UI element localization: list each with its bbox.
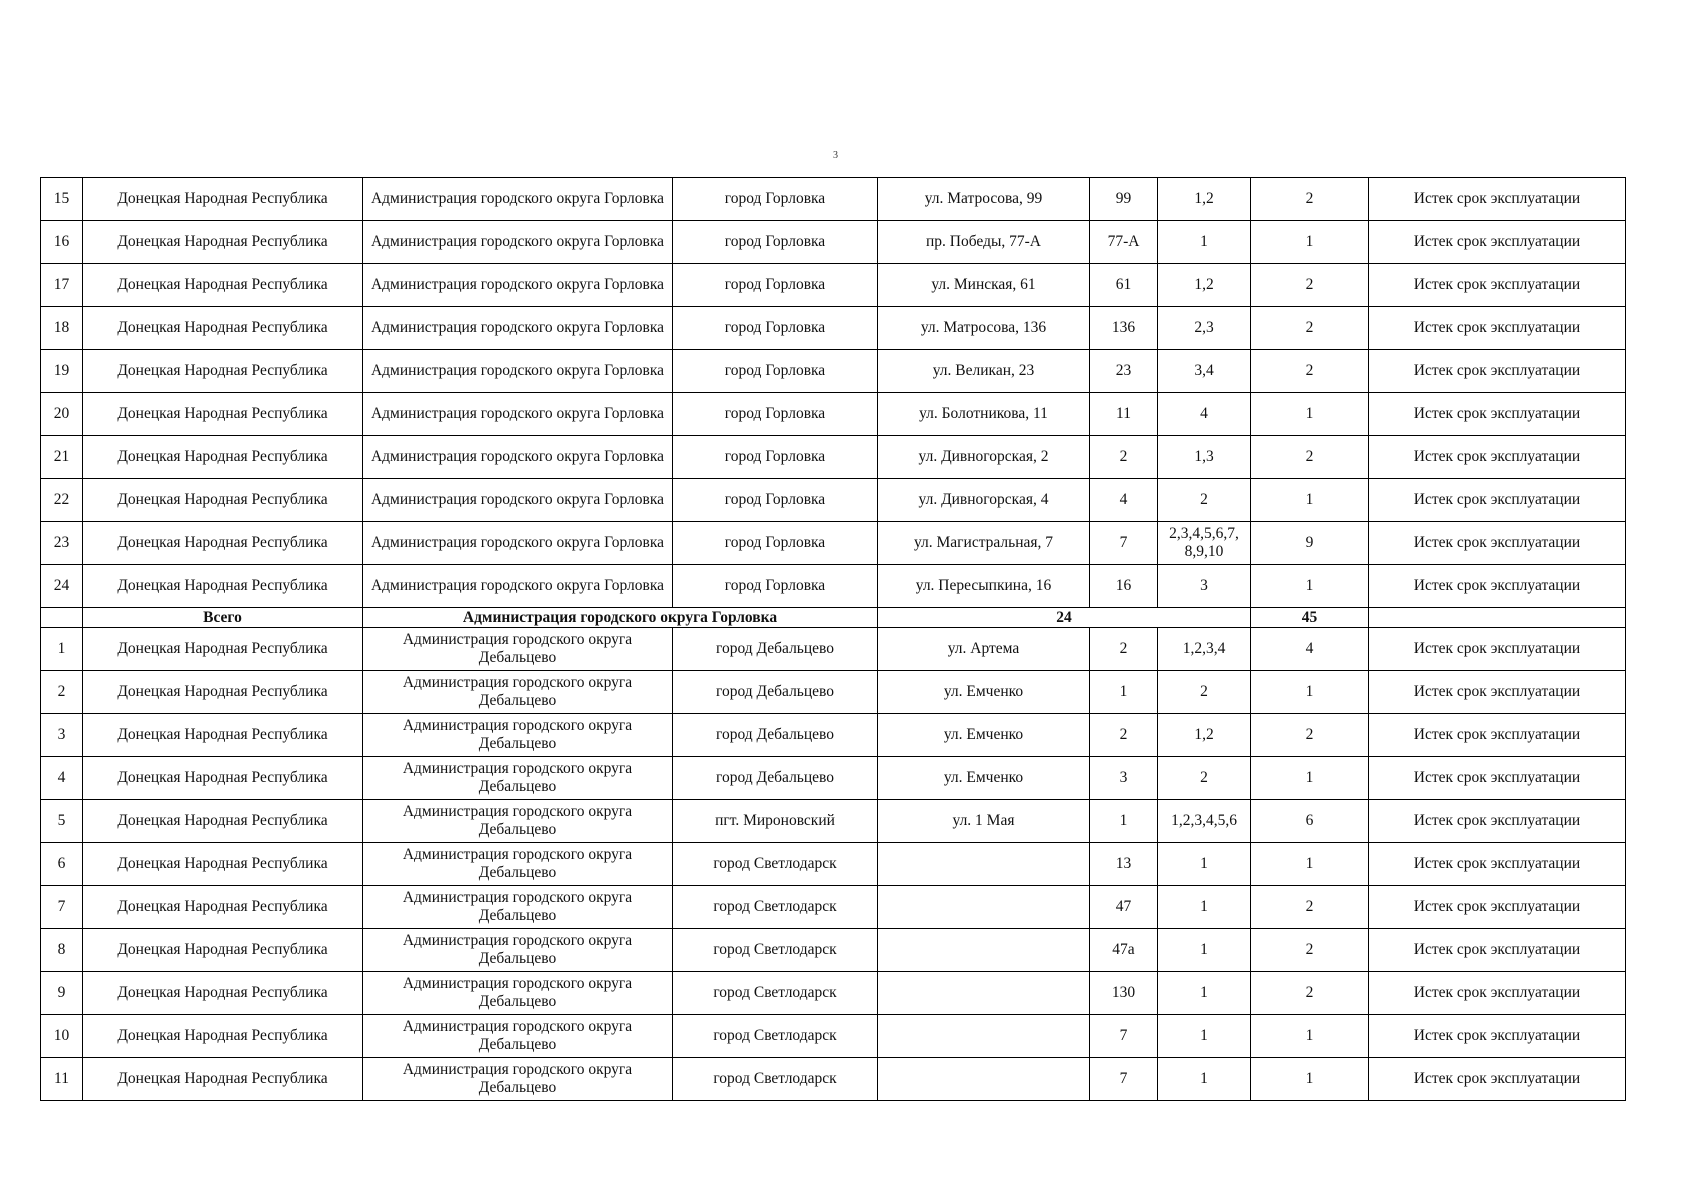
administration-cell: Администрация городского округа Горловка — [363, 393, 673, 436]
row-number-cell: 16 — [41, 221, 83, 264]
house-number-cell: 1 — [1090, 800, 1158, 843]
row-number-cell: 5 — [41, 800, 83, 843]
entrances-cell: 2 — [1158, 671, 1251, 714]
administration-cell: Администрация городского округа Дебальцево — [363, 757, 673, 800]
entrances-cell: 2 — [1158, 479, 1251, 522]
table-row — [41, 393, 1626, 436]
table-row — [41, 307, 1626, 350]
house-number-cell: 4 — [1090, 479, 1158, 522]
reason-cell: Истек срок эксплуатации — [1369, 479, 1626, 522]
registry-table — [40, 177, 1626, 1101]
address-cell — [878, 972, 1090, 1015]
entrances-cell: 1,3 — [1158, 436, 1251, 479]
entrances-cell: 1,2 — [1158, 178, 1251, 221]
administration-cell: Администрация городского округа Горловка — [363, 479, 673, 522]
settlement-cell: город Горловка — [673, 178, 878, 221]
address-cell: ул. Емченко — [878, 671, 1090, 714]
entrances-cell: 4 — [1158, 393, 1251, 436]
reason-cell: Истек срок эксплуатации — [1369, 628, 1626, 671]
entrances-cell: 1,2,3,4,5,6 — [1158, 800, 1251, 843]
administration-cell: Администрация городского округа Дебальцево — [363, 714, 673, 757]
entrances-cell: 1,2 — [1158, 264, 1251, 307]
settlement-cell: город Светлодарск — [673, 972, 878, 1015]
house-number-cell: 7 — [1090, 522, 1158, 565]
address-cell: ул. Матросова, 136 — [878, 307, 1090, 350]
total-elevator-count: 45 — [1251, 608, 1369, 628]
administration-cell: Администрация городского округа Горловка — [363, 565, 673, 608]
row-number-cell: 17 — [41, 264, 83, 307]
address-cell — [878, 1058, 1090, 1101]
total-empty-cell — [41, 608, 83, 628]
table-row — [41, 178, 1626, 221]
entrances-cell: 3 — [1158, 565, 1251, 608]
address-cell — [878, 843, 1090, 886]
region-cell: Донецкая Народная Республика — [83, 350, 363, 393]
entrances-cell: 1,2 — [1158, 714, 1251, 757]
address-cell: ул. Магистральная, 7 — [878, 522, 1090, 565]
row-number-cell: 4 — [41, 757, 83, 800]
entrances-cell: 2,3,4,5,6,7, 8,9,10 — [1158, 522, 1251, 565]
elevator-count-cell: 2 — [1251, 307, 1369, 350]
address-cell: ул. Минская, 61 — [878, 264, 1090, 307]
row-number-cell: 11 — [41, 1058, 83, 1101]
region-cell: Донецкая Народная Республика — [83, 178, 363, 221]
region-cell: Донецкая Народная Республика — [83, 264, 363, 307]
row-number-cell: 6 — [41, 843, 83, 886]
administration-cell: Администрация городского округа Дебальцево — [363, 800, 673, 843]
entrances-cell: 1 — [1158, 221, 1251, 264]
region-cell: Донецкая Народная Республика — [83, 393, 363, 436]
elevator-count-cell: 1 — [1251, 671, 1369, 714]
reason-cell: Истек срок эксплуатации — [1369, 714, 1626, 757]
table-row — [41, 929, 1626, 972]
address-cell: ул. Великан, 23 — [878, 350, 1090, 393]
entrances-cell: 1 — [1158, 929, 1251, 972]
administration-cell: Администрация городского округа Горловка — [363, 436, 673, 479]
elevator-count-cell: 1 — [1251, 221, 1369, 264]
settlement-cell: город Светлодарск — [673, 1015, 878, 1058]
reason-cell: Истек срок эксплуатации — [1369, 1015, 1626, 1058]
region-cell: Донецкая Народная Республика — [83, 671, 363, 714]
page-number: 3 — [833, 150, 838, 161]
administration-cell: Администрация городского округа Дебальцево — [363, 843, 673, 886]
region-cell: Донецкая Народная Республика — [83, 972, 363, 1015]
elevator-count-cell: 2 — [1251, 714, 1369, 757]
settlement-cell: город Дебальцево — [673, 671, 878, 714]
reason-cell: Истек срок эксплуатации — [1369, 436, 1626, 479]
house-number-cell: 13 — [1090, 843, 1158, 886]
entrances-cell: 1 — [1158, 1058, 1251, 1101]
address-cell: ул. Емченко — [878, 714, 1090, 757]
row-number-cell: 20 — [41, 393, 83, 436]
row-number-cell: 24 — [41, 565, 83, 608]
administration-cell: Администрация городского округа Дебальцево — [363, 886, 673, 929]
house-number-cell: 7 — [1090, 1015, 1158, 1058]
table-row — [41, 628, 1626, 671]
region-cell: Донецкая Народная Республика — [83, 307, 363, 350]
entrances-cell: 2 — [1158, 757, 1251, 800]
reason-cell: Истек срок эксплуатации — [1369, 929, 1626, 972]
settlement-cell: город Дебальцево — [673, 757, 878, 800]
house-number-cell: 3 — [1090, 757, 1158, 800]
house-number-cell: 11 — [1090, 393, 1158, 436]
region-cell: Донецкая Народная Республика — [83, 886, 363, 929]
reason-cell: Истек срок эксплуатации — [1369, 1058, 1626, 1101]
house-number-cell: 130 — [1090, 972, 1158, 1015]
table-row — [41, 350, 1626, 393]
settlement-cell: город Горловка — [673, 522, 878, 565]
row-number-cell: 9 — [41, 972, 83, 1015]
table-row — [41, 671, 1626, 714]
row-number-cell: 10 — [41, 1015, 83, 1058]
elevator-count-cell: 1 — [1251, 479, 1369, 522]
reason-cell: Истек срок эксплуатации — [1369, 565, 1626, 608]
house-number-cell: 77-А — [1090, 221, 1158, 264]
settlement-cell: город Дебальцево — [673, 714, 878, 757]
elevator-count-cell: 2 — [1251, 929, 1369, 972]
entrances-cell: 1 — [1158, 972, 1251, 1015]
entrances-cell: 2,3 — [1158, 307, 1251, 350]
region-cell: Донецкая Народная Республика — [83, 714, 363, 757]
row-number-cell: 18 — [41, 307, 83, 350]
reason-cell: Истек срок эксплуатации — [1369, 972, 1626, 1015]
entrances-cell: 1,2,3,4 — [1158, 628, 1251, 671]
table-row — [41, 1058, 1626, 1101]
row-number-cell: 22 — [41, 479, 83, 522]
elevator-count-cell: 2 — [1251, 178, 1369, 221]
reason-cell: Истек срок эксплуатации — [1369, 350, 1626, 393]
region-cell: Донецкая Народная Республика — [83, 800, 363, 843]
address-cell: ул. Артема — [878, 628, 1090, 671]
house-number-cell: 61 — [1090, 264, 1158, 307]
administration-cell: Администрация городского округа Горловка — [363, 350, 673, 393]
elevator-count-cell: 1 — [1251, 565, 1369, 608]
house-number-cell: 136 — [1090, 307, 1158, 350]
administration-cell: Администрация городского округа Горловка — [363, 264, 673, 307]
table-row — [41, 800, 1626, 843]
row-number-cell: 19 — [41, 350, 83, 393]
total-empty-cell — [1369, 608, 1626, 628]
row-number-cell: 15 — [41, 178, 83, 221]
table-row — [41, 221, 1626, 264]
entrances-cell: 1 — [1158, 886, 1251, 929]
reason-cell: Истек срок эксплуатации — [1369, 221, 1626, 264]
house-number-cell: 2 — [1090, 628, 1158, 671]
address-cell: ул. Матросова, 99 — [878, 178, 1090, 221]
elevator-count-cell: 9 — [1251, 522, 1369, 565]
settlement-cell: пгт. Мироновский — [673, 800, 878, 843]
table-row — [41, 479, 1626, 522]
house-number-cell: 47а — [1090, 929, 1158, 972]
administration-cell: Администрация городского округа Горловка — [363, 221, 673, 264]
house-number-cell: 99 — [1090, 178, 1158, 221]
total-label: Всего — [83, 608, 363, 628]
house-number-cell: 16 — [1090, 565, 1158, 608]
reason-cell: Истек срок эксплуатации — [1369, 393, 1626, 436]
region-cell: Донецкая Народная Республика — [83, 843, 363, 886]
region-cell: Донецкая Народная Республика — [83, 628, 363, 671]
table-body — [41, 178, 1626, 1101]
entrances-cell: 3,4 — [1158, 350, 1251, 393]
elevator-count-cell: 4 — [1251, 628, 1369, 671]
reason-cell: Истек срок эксплуатации — [1369, 522, 1626, 565]
elevator-count-cell: 2 — [1251, 886, 1369, 929]
address-cell: пр. Победы, 77-А — [878, 221, 1090, 264]
row-number-cell: 8 — [41, 929, 83, 972]
settlement-cell: город Светлодарск — [673, 886, 878, 929]
settlement-cell: город Дебальцево — [673, 628, 878, 671]
table-row — [41, 757, 1626, 800]
table-row — [41, 714, 1626, 757]
reason-cell: Истек срок эксплуатации — [1369, 178, 1626, 221]
table-row — [41, 1015, 1626, 1058]
row-number-cell: 23 — [41, 522, 83, 565]
settlement-cell: город Горловка — [673, 221, 878, 264]
total-row — [41, 608, 1626, 628]
address-cell: ул. Емченко — [878, 757, 1090, 800]
settlement-cell: город Горловка — [673, 479, 878, 522]
elevator-count-cell: 2 — [1251, 972, 1369, 1015]
reason-cell: Истек срок эксплуатации — [1369, 886, 1626, 929]
region-cell: Донецкая Народная Республика — [83, 1015, 363, 1058]
table-row — [41, 436, 1626, 479]
row-number-cell: 7 — [41, 886, 83, 929]
entrances-cell: 1 — [1158, 843, 1251, 886]
reason-cell: Истек срок эксплуатации — [1369, 264, 1626, 307]
reason-cell: Истек срок эксплуатации — [1369, 843, 1626, 886]
reason-cell: Истек срок эксплуатации — [1369, 671, 1626, 714]
address-cell: ул. Болотникова, 11 — [878, 393, 1090, 436]
elevator-count-cell: 2 — [1251, 436, 1369, 479]
region-cell: Донецкая Народная Республика — [83, 1058, 363, 1101]
elevator-count-cell: 1 — [1251, 843, 1369, 886]
administration-cell: Администрация городского округа Дебальцево — [363, 1015, 673, 1058]
settlement-cell: город Горловка — [673, 307, 878, 350]
house-number-cell: 2 — [1090, 436, 1158, 479]
settlement-cell: город Горловка — [673, 436, 878, 479]
row-number-cell: 2 — [41, 671, 83, 714]
table-row — [41, 264, 1626, 307]
administration-cell: Администрация городского округа Горловка — [363, 178, 673, 221]
address-cell: ул. 1 Мая — [878, 800, 1090, 843]
entrances-cell: 1 — [1158, 1015, 1251, 1058]
settlement-cell: город Горловка — [673, 350, 878, 393]
total-administration: Администрация городского округа Горловка — [363, 608, 878, 628]
elevator-count-cell: 2 — [1251, 350, 1369, 393]
settlement-cell: город Светлодарск — [673, 929, 878, 972]
row-number-cell: 21 — [41, 436, 83, 479]
address-cell: ул. Дивногорская, 4 — [878, 479, 1090, 522]
house-number-cell: 7 — [1090, 1058, 1158, 1101]
elevator-count-cell: 1 — [1251, 393, 1369, 436]
settlement-cell: город Светлодарск — [673, 843, 878, 886]
table-row — [41, 886, 1626, 929]
house-number-cell: 1 — [1090, 671, 1158, 714]
elevator-count-cell: 1 — [1251, 1015, 1369, 1058]
table-row — [41, 843, 1626, 886]
reason-cell: Истек срок эксплуатации — [1369, 757, 1626, 800]
administration-cell: Администрация городского округа Дебальцево — [363, 972, 673, 1015]
house-number-cell: 23 — [1090, 350, 1158, 393]
address-cell — [878, 886, 1090, 929]
total-houses: 24 — [878, 608, 1251, 628]
row-number-cell: 1 — [41, 628, 83, 671]
table-row — [41, 565, 1626, 608]
elevator-count-cell: 1 — [1251, 1058, 1369, 1101]
address-cell — [878, 929, 1090, 972]
region-cell: Донецкая Народная Республика — [83, 221, 363, 264]
row-number-cell: 3 — [41, 714, 83, 757]
region-cell: Донецкая Народная Республика — [83, 436, 363, 479]
reason-cell: Истек срок эксплуатации — [1369, 307, 1626, 350]
elevator-count-cell: 2 — [1251, 264, 1369, 307]
elevator-count-cell: 1 — [1251, 757, 1369, 800]
address-cell: ул. Дивногорская, 2 — [878, 436, 1090, 479]
settlement-cell: город Горловка — [673, 393, 878, 436]
administration-cell: Администрация городского округа Дебальцево — [363, 628, 673, 671]
house-number-cell: 47 — [1090, 886, 1158, 929]
region-cell: Донецкая Народная Республика — [83, 565, 363, 608]
table-row — [41, 522, 1626, 565]
table-row — [41, 972, 1626, 1015]
region-cell: Донецкая Народная Республика — [83, 929, 363, 972]
reason-cell: Истек срок эксплуатации — [1369, 800, 1626, 843]
settlement-cell: город Горловка — [673, 565, 878, 608]
administration-cell: Администрация городского округа Горловка — [363, 522, 673, 565]
administration-cell: Администрация городского округа Дебальцево — [363, 929, 673, 972]
address-cell — [878, 1015, 1090, 1058]
administration-cell: Администрация городского округа Дебальцево — [363, 1058, 673, 1101]
house-number-cell: 2 — [1090, 714, 1158, 757]
address-cell: ул. Пересыпкина, 16 — [878, 565, 1090, 608]
region-cell: Донецкая Народная Республика — [83, 757, 363, 800]
settlement-cell: город Горловка — [673, 264, 878, 307]
administration-cell: Администрация городского округа Дебальцево — [363, 671, 673, 714]
region-cell: Донецкая Народная Республика — [83, 479, 363, 522]
region-cell: Донецкая Народная Республика — [83, 522, 363, 565]
settlement-cell: город Светлодарск — [673, 1058, 878, 1101]
elevator-count-cell: 6 — [1251, 800, 1369, 843]
administration-cell: Администрация городского округа Горловка — [363, 307, 673, 350]
